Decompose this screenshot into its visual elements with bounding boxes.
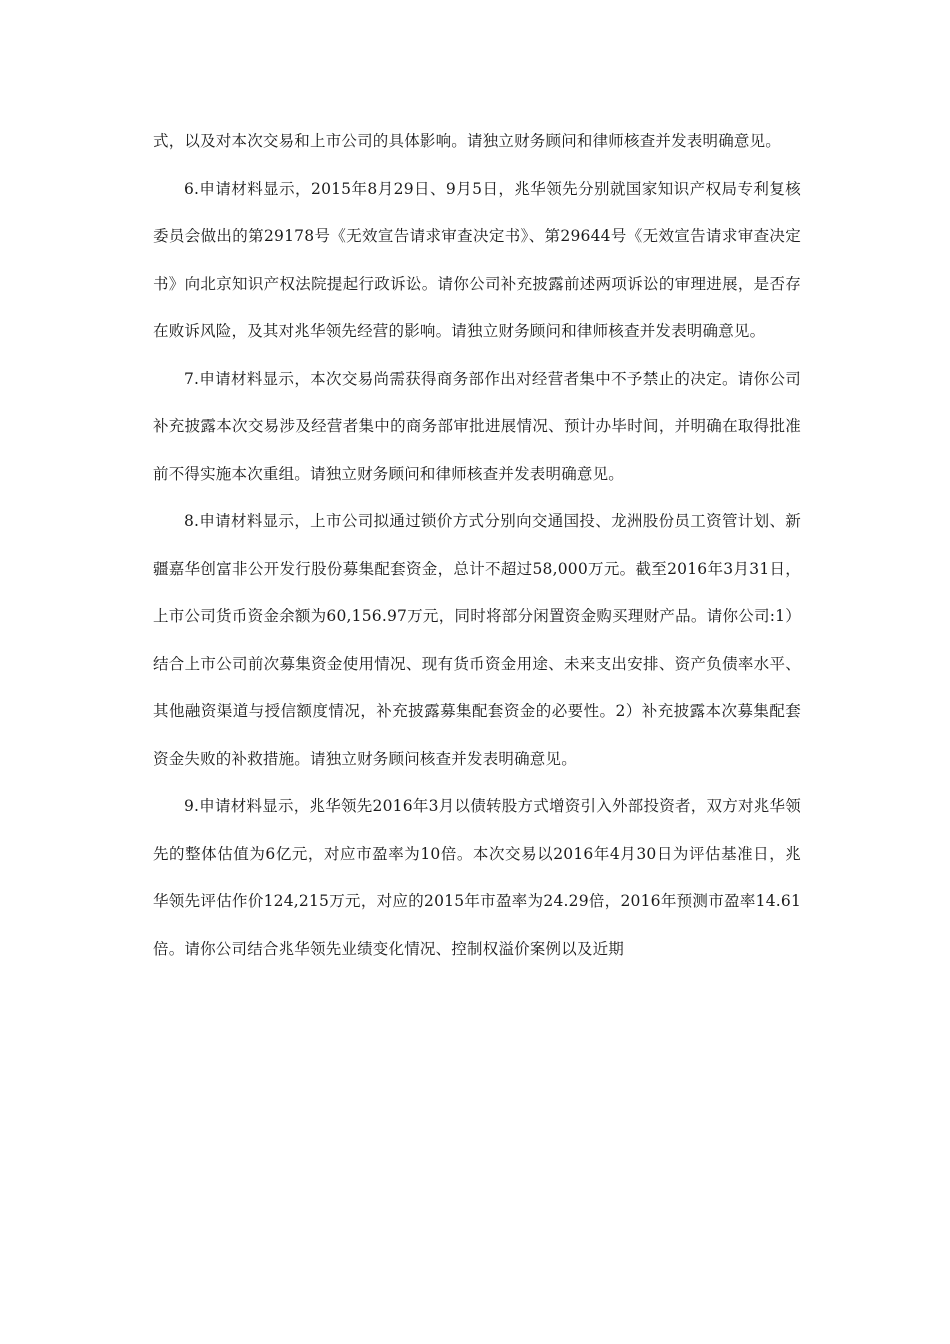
paragraph-item-7: 7.申请材料显示，本次交易尚需获得商务部作出对经营者集中不予禁止的决定。请你公司补充披露本次交易涉及经营者集中的商务部审批进展情况、预计办毕时间，并明确在取得批准前不得实施本次重组。请独立财务顾问和律师核查并发表明确意见。 (153, 369, 801, 483)
paragraph-continuation: 式，以及对本次交易和上市公司的具体影响。请独立财务顾问和律师核查并发表明确意见。 (153, 132, 782, 150)
document-body (153, 118, 801, 973)
paragraph-item-6: 6.申请材料显示，2015年8月29日、9月5日，兆华领先分别就国家知识产权局专利复核委员会做出的第29178号《无效宣告请求审查决定书》、第29644号《无效宣告请求审查决定书》向北京知识产权法院提起行政诉讼。请你公司补充披露前述两项诉讼的审理进展，是否存在败诉风险，及其对兆华领先经营的影响。请独立财务顾问和律师核查并发表明确意见。 (153, 179, 801, 340)
paragraph-item-9: 9.申请材料显示，兆华领先2016年3月以债转股方式增资引入外部投资者，双方对兆华领先的整体估值为6亿元，对应市盈率为10倍。本次交易以2016年4月30日为评估基准日，兆华领先评估作价124,215万元，对应的2015年市盈率为24.29倍，2016年预测市盈率14.61倍。请你公司结合兆华领先业绩变化情况、控制权溢价案例以及近期 (153, 797, 801, 958)
paragraph-item-8: 8.申请材料显示，上市公司拟通过锁价方式分别向交通国投、龙洲股份员工资管计划、新疆嘉华创富非公开发行股份募集配套资金，总计不超过58,000万元。截至2016年3月31日，上市公司货币资金余额为60,156.97万元，同时将部分闲置资金购买理财产品。请你公司:1）结合上市公司前次募集资金使用情况、现有货币资金用途、未来支出安排、资产负债率水平、其他融资渠道与授信额度情况，补充披露募集配套资金的必要性。2）补充披露本次募集配套资金失败的补救措施。请独立财务顾问核查并发表明确意见。 (153, 512, 801, 768)
